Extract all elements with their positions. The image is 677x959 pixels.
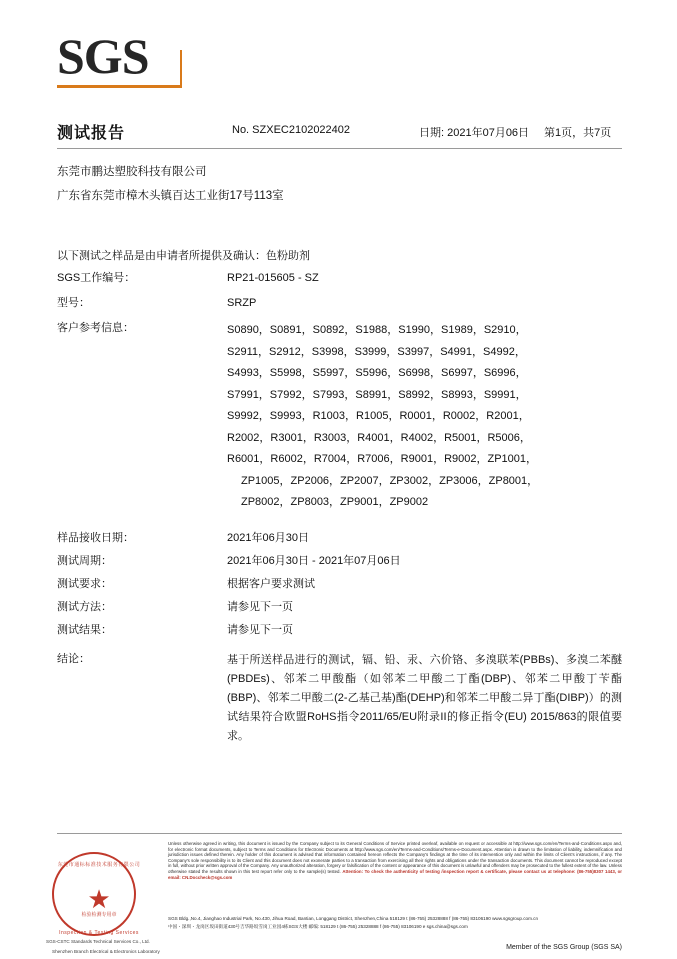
field-value: 请参见下一页: [227, 623, 293, 636]
report-number: No. SZXEC2102022402: [232, 124, 351, 136]
field-value: 2021年06月30日 - 2021年07月06日: [227, 554, 401, 567]
page-indicator: 第1页，共7页: [544, 127, 612, 139]
legal-disclaimer: [168, 841, 622, 880]
report-date: 日期: 2021年07月06日: [419, 127, 530, 139]
stamp-top-text: 东莞市通标标准技术服务有限公司: [57, 862, 141, 868]
attention-notice: Attention: To check the authenticity of testing /inspection report & certificate, please contact us at telephone: (86-755)8307 1443, or email: CN.Doccheck@sgs.com: [168, 868, 622, 880]
field-row-test-period: [57, 553, 622, 570]
field-label: 测试方法：: [57, 600, 112, 613]
ref-line: S2911，S2912，S3998，S3999，S3997，S4991，S4992，: [227, 345, 526, 358]
ref-line: ZP8002，ZP8003，ZP9001，ZP9002: [241, 496, 429, 508]
sample-intro-line: 以下测试之样品是由申请者所提供及确认：色粉助剂: [57, 250, 310, 262]
ref-line: R6001，R6002，R7004，R7006，R9001，R9002，ZP1001，: [227, 453, 538, 465]
logo-vertical-bar: [180, 50, 182, 88]
field-row-test-requirement: [57, 576, 622, 593]
fields-table-secondary: [57, 530, 622, 639]
star-icon: ★: [87, 884, 111, 914]
sgs-logo-text: SGS: [57, 28, 149, 84]
field-value: 根据客户要求测试: [227, 577, 315, 590]
report-title-row: [57, 122, 622, 144]
company-block: [57, 160, 284, 208]
field-label: 测试要求：: [57, 577, 112, 590]
field-label: SGS工作编号：: [57, 272, 136, 284]
field-label: 测试结果：: [57, 623, 112, 636]
ref-line: S9992，S9993，R1003，R1005，R0001，R0002，R2001，: [227, 410, 530, 422]
field-label: 型号：: [57, 297, 90, 309]
field-label: 样品接收日期：: [57, 531, 134, 544]
field-row-test-result: [57, 622, 622, 639]
ref-line: S0890，S0891，S0892，S1988，S1990，S1989，S2910，: [227, 324, 527, 336]
company-address: 广东省东莞市樟木头镇百达工业街17号113室: [57, 190, 284, 202]
ref-line: S4993，S5998，S5997，S5996，S6998，S6997，S6996，: [227, 367, 527, 379]
field-label: 客户参考信息：: [57, 322, 134, 334]
address-line-en: SGS Bldg.,No.4, Jianghao Industrial Park, No.430, Jihua Road, Bantian, Longgang District, Shenzhen,China 518129 t (86-755) 25328888 f (86-755) 83106190 www.sgsgroup.com.cn: [168, 916, 539, 921]
company-name: 东莞市鹏达塑胶科技有限公司: [57, 166, 207, 178]
field-row-receive-date: [57, 530, 622, 547]
field-value: 2021年06月30日: [227, 531, 309, 544]
official-stamp: [46, 852, 160, 954]
fields-table: [57, 270, 622, 754]
field-row-job-no: [57, 270, 622, 287]
field-label: 测试周期：: [57, 554, 112, 567]
page-title: 测试报告: [57, 125, 126, 142]
field-row-customer-ref: [57, 320, 622, 514]
field-row-conclusion: [57, 651, 622, 746]
lab-name-line2: Shenzhen Branch Electrical & Electronics Laboratory: [52, 949, 160, 954]
ref-line: S7991，S7992，S7993，S8991，S8992，S8993，S9991，: [227, 388, 527, 401]
conclusion-text: 基于所送样品进行的测试，镉、铅、汞、六价铬、多溴联苯(PBBs)、多溴二苯醚(PBDEs)、邻苯二甲酸酯（如邻苯二甲酸二丁酯(DBP)、邻苯二甲酸丁苄酯(BBP)、邻苯二甲酸二(2-乙基己基)酯(DEHP)和邻苯二甲酸二异丁酯(DIBP)）的测试结果符合欧盟RoHS指令2011/65/EU附录II的修正指令(EU) 2015/863的限值要求。: [227, 653, 622, 742]
field-label: 结论：: [57, 652, 90, 665]
sgs-logo: [57, 30, 197, 92]
logo-underline-bar: [57, 85, 180, 88]
footer-address: [168, 915, 622, 930]
ref-line: ZP1005，ZP2006，ZP2007，ZP3002，ZP3006，ZP8001，: [241, 474, 539, 487]
ref-line: R2002，R3001，R3003，R4001，R4002，R5001，R5006，: [227, 431, 531, 444]
field-row-model: [57, 295, 622, 312]
legal-text: Unless otherwise agreed in writing, this document is issued by the Company subject to its General Conditions of Service printed overleaf, available on request or accessible at http://www.sgs.com/en/Terms-and-Conditions.aspx and, for electronic format documents, subject to Terms and Conditions for Electronic Documents at http://www.sgs.com/en/Terms-and-Conditions/Terms-e-Document.aspx. Attention is drawn to the limitation of liability, indemnification and jurisdiction issues defined therein. Any holder of this document is advised that information contained hereon reflects the Company's findings at the time of its intervention only and within the limits of Client's instructions, if any. The Company's sole responsibility is to its Client and this document does not exonerate parties to a transaction from exercising all their rights and obligations under the transaction documents. This document cannot be reproduced except in full, without prior written approval of the Company. Any unauthorized alteration, forgery or falsification of the content or appearance of this document is unlawful and offenders may be prosecuted to the fullest extent of the law. Unless otherwise stated the results shown in this test report refer only to the sample(s) tested.: [168, 841, 622, 874]
field-value: RP21-015605 - SZ: [227, 272, 319, 284]
lab-name-line1: SGS-CSTC Standards Technical Services Co., Ltd.: [46, 939, 150, 944]
address-line-cn: 中国・深圳・龙岗区坂田街道430号吉华路坂雪岗工业园4栋SGS大楼 邮编: 518129 t (86-755) 25328888 f (86-755) 83106190 e sgs.china@sgs.com: [168, 923, 468, 929]
stamp-bottom-text: Inspection & Testing Services: [59, 930, 139, 936]
field-value: 请参见下一页: [227, 600, 293, 613]
stamp-mid-text: 检验检测专用章: [81, 912, 117, 918]
field-value: SRZP: [227, 297, 257, 309]
member-notice: Member of the SGS Group (SGS SA): [506, 944, 622, 951]
customer-ref-list: [227, 320, 622, 514]
footer-divider: [57, 833, 622, 834]
header-divider: [57, 148, 622, 149]
field-row-test-method: [57, 599, 622, 616]
